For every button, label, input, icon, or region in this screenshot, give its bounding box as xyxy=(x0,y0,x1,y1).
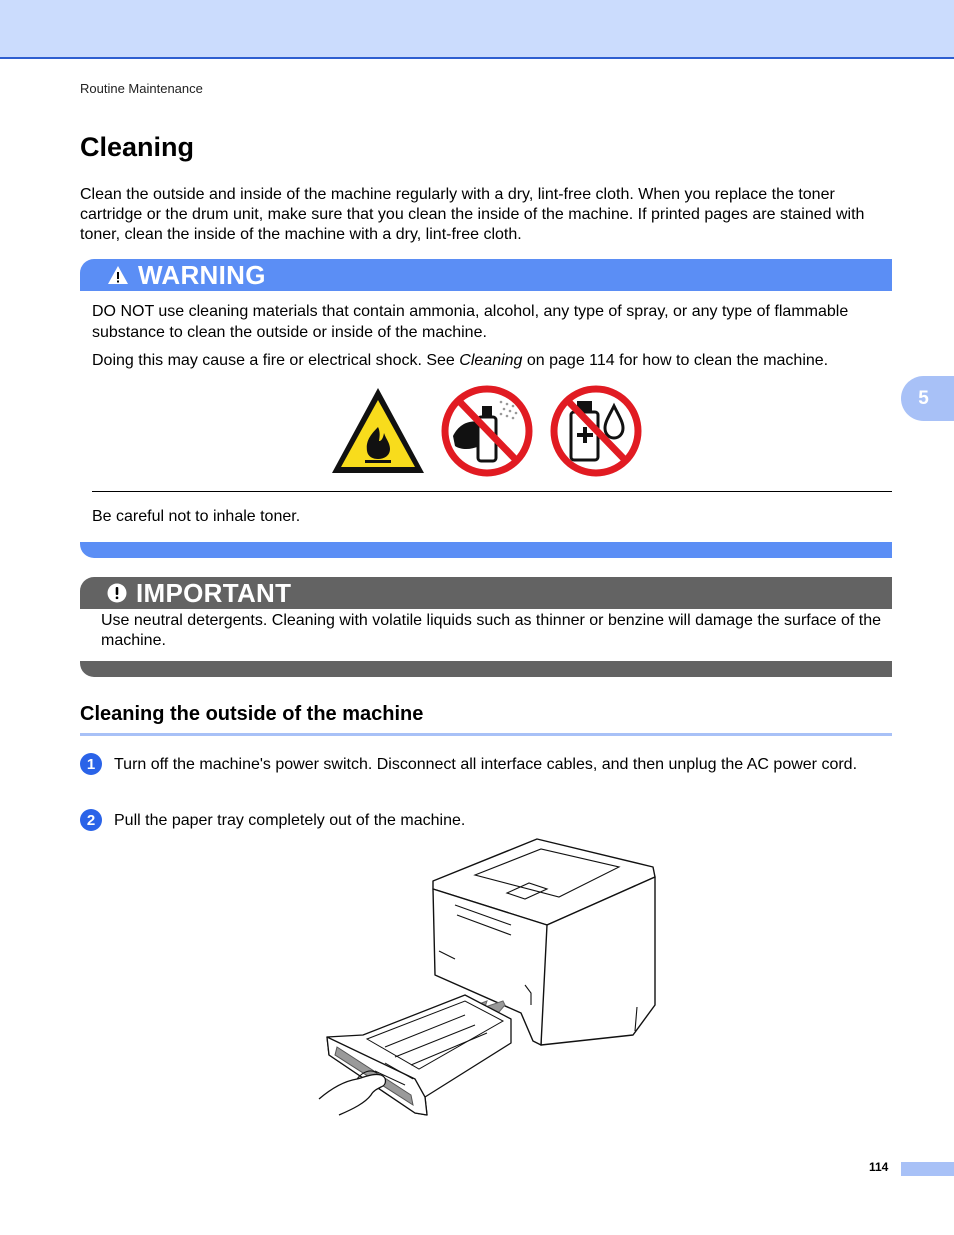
page-number-bar xyxy=(901,1162,954,1176)
cross-reference-link[interactable]: Cleaning xyxy=(459,352,523,369)
warning-paragraph-2: Doing this may cause a fire or electrical shock. See Cleaning on page 114 for how to clean the machine. xyxy=(92,352,829,369)
warning-triangle-icon xyxy=(107,265,129,285)
warning-header xyxy=(80,259,892,291)
intro-paragraph: Clean the outside and inside of the machine regularly with a dry, lint-free cloth. When you replace the toner cartridge or the drum unit, make sure that you clean the inside of the machine. If printed pages are stained with toner, clean the inside of the machine with a dry, lint-free cloth. xyxy=(80,186,865,243)
step-number-2: 2 xyxy=(80,809,102,831)
breadcrumb: Routine Maintenance xyxy=(80,81,203,96)
section-title: Cleaning the outside of the machine xyxy=(80,703,424,725)
exclamation-circle-icon xyxy=(107,583,127,603)
important-text: Use neutral detergents. Cleaning with volatile liquids such as thinner or benzine will damage the surface of the machine. xyxy=(101,612,881,649)
chapter-tab[interactable]: 5 xyxy=(901,376,954,421)
warning-divider xyxy=(92,491,892,492)
fire-hazard-icon xyxy=(332,388,424,473)
warning-note: Be careful not to inhale toner. xyxy=(92,508,301,525)
top-band xyxy=(0,0,954,59)
step-2-text: Pull the paper tray completely out of the machine. xyxy=(114,812,466,829)
printer-tray-illustration xyxy=(315,835,665,1120)
warning-paragraph-1: DO NOT use cleaning materials that contain ammonia, alcohol, any type of spray, or any type of flammable substance to clean the outside or inside of the machine. xyxy=(92,303,849,341)
no-flammable-liquid-icon xyxy=(554,389,638,473)
important-header xyxy=(80,577,892,609)
no-spray-icon xyxy=(445,389,529,473)
warning-icons xyxy=(330,383,642,479)
warning-footer xyxy=(80,542,892,558)
important-label: IMPORTANT xyxy=(136,577,292,608)
page-number: 114 xyxy=(869,1160,889,1174)
section-rule xyxy=(80,733,892,736)
warning-label: WARNING xyxy=(138,259,266,290)
page-title: Cleaning xyxy=(80,132,195,162)
important-footer xyxy=(80,661,892,677)
step-number-1: 1 xyxy=(80,753,102,775)
step-1-text: Turn off the machine's power switch. Disconnect all interface cables, and then unplug the AC power cord. xyxy=(114,756,858,773)
